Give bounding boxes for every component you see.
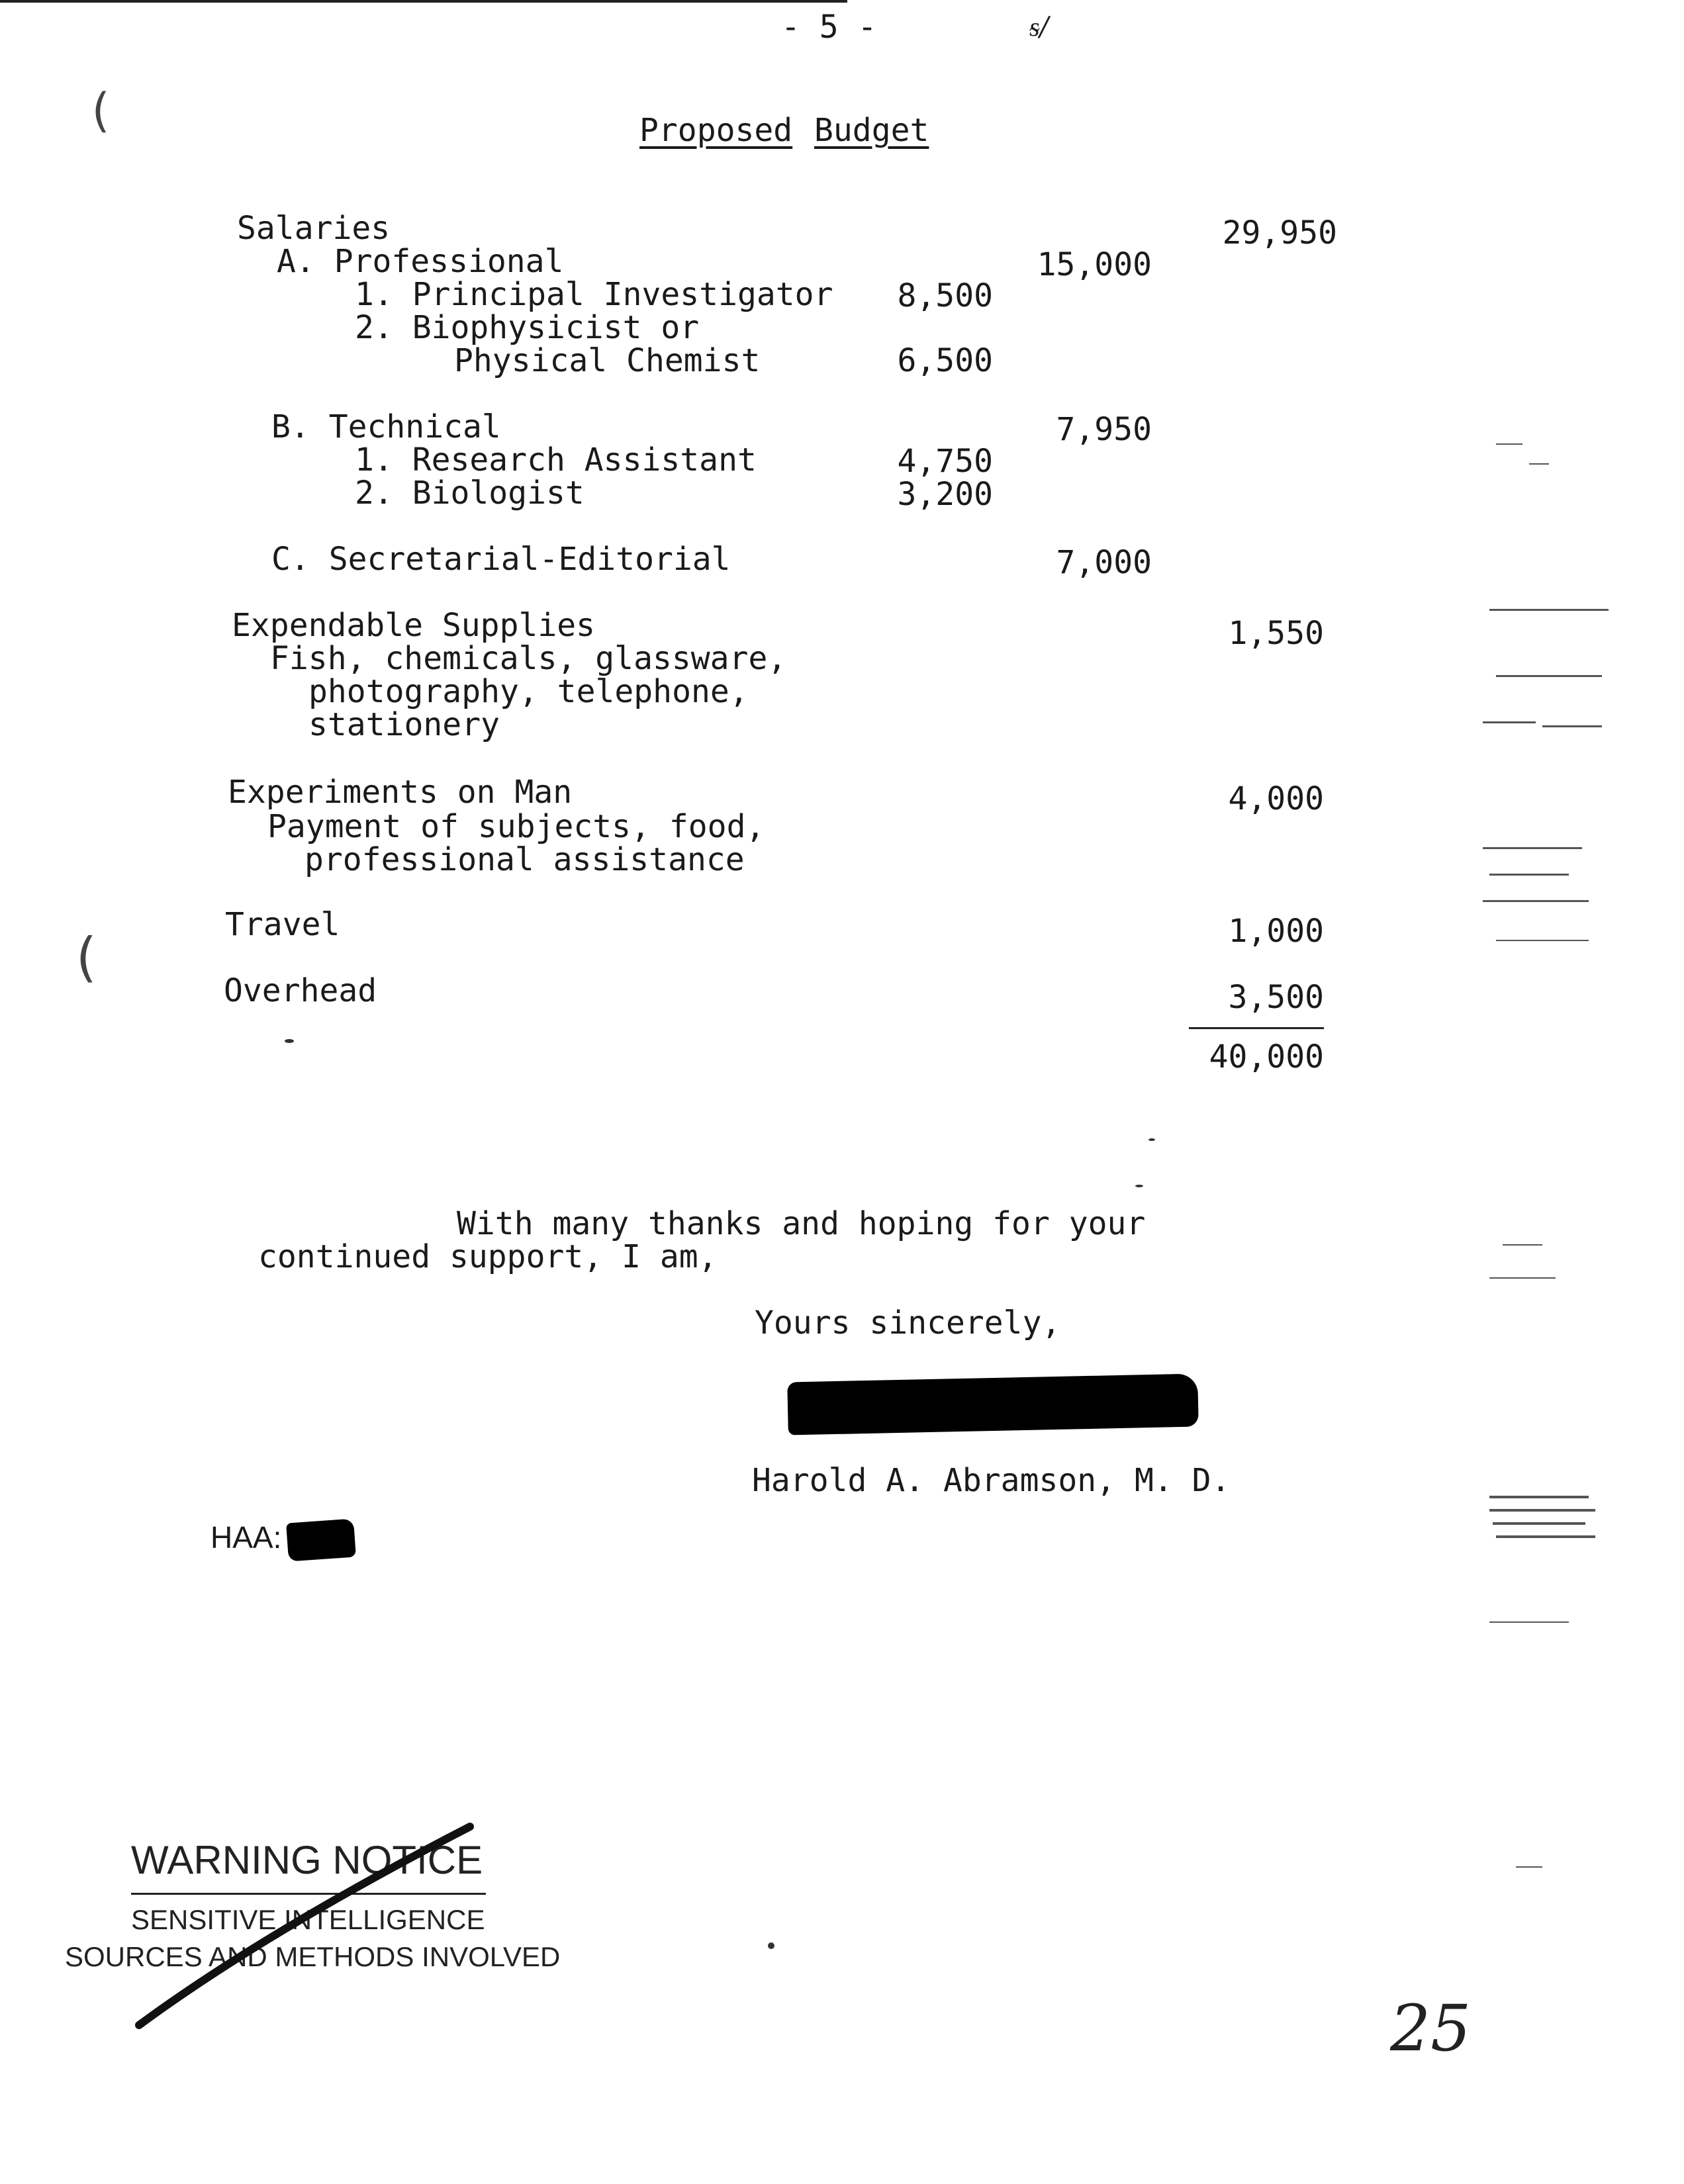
supplies-desc-line-2: photography, telephone, [308,673,749,710]
punch-hole-mark-middle: ( [70,927,102,988]
principal-investigator-value: 8,500 [897,277,993,314]
warning-line-2: SOURCES AND METHODS INVOLVED [65,1941,561,1972]
supplies-desc-line-1: Fish, chemicals, glassware, [270,640,787,677]
typist-initials: HAA: [210,1520,282,1555]
warning-title: WARNING NOTICE [131,1838,483,1882]
supplies-total: 1,550 [1228,615,1324,652]
warning-cross-out-stroke [132,1813,477,2038]
overhead-total: 3,500 [1228,979,1324,1016]
travel-label: Travel [225,906,340,943]
physical-chemist-label: Physical Chemist [454,342,761,379]
scan-speck [768,1942,774,1949]
salutation: Yours sincerely, [755,1304,1061,1342]
page-number: 25 [1390,1991,1472,2066]
professional-label: A. Professional [277,243,564,280]
top-scan-edge [0,0,847,3]
grand-total: 40,000 [1209,1038,1324,1075]
research-assistant-label: 1. Research Assistant [355,441,757,478]
punch-hole-mark-top: ( [86,83,115,138]
experiments-desc-line-1: Payment of subjects, food, [267,808,765,845]
page-title-word-1: Proposed [639,112,793,149]
signer-name: Harold A. Abramson, M. D. [752,1462,1231,1499]
research-assistant-value: 4,750 [897,443,993,480]
overhead-label: Overhead [224,972,377,1009]
professional-subtotal: 15,000 [1037,246,1152,283]
page-mark: - 5 - [781,9,877,46]
header-scribble: ᵴ/ [1029,12,1049,42]
scan-speck [1148,1138,1155,1141]
secretarial-subtotal: 7,000 [1056,544,1152,581]
scan-speck [285,1039,294,1043]
redacted-signature [787,1374,1199,1435]
principal-investigator-label: 1. Principal Investigator [355,276,833,313]
secretarial-label: C. Secretarial-Editorial [271,541,731,578]
supplies-desc-line-3: stationery [308,706,500,743]
experiments-label: Experiments on Man [228,774,573,811]
biologist-value: 3,200 [897,476,993,513]
biophysicist-label: 2. Biophysicist or [355,309,700,346]
technical-label: B. Technical [271,408,501,445]
scan-speck [1135,1185,1143,1187]
biologist-label: 2. Biologist [355,475,585,512]
supplies-label: Expendable Supplies [232,607,596,644]
total-rule [1189,1027,1324,1029]
travel-total: 1,000 [1228,913,1324,950]
experiments-desc-line-2: professional assistance [304,841,745,878]
experiments-total: 4,000 [1228,780,1324,817]
redacted-initials [286,1519,356,1562]
closing-line-1: With many thanks and hoping for your [457,1205,1146,1242]
page-title-word-2: Budget [814,112,929,149]
closing-line-2: continued support, I am, [258,1238,718,1275]
salaries-label: Salaries [237,210,391,247]
margin-scan-noise [1476,437,1609,2158]
biophysicist-value: 6,500 [897,342,993,379]
warning-line-1: SENSITIVE INTELLIGENCE [131,1904,485,1935]
salaries-total: 29,950 [1222,214,1337,251]
technical-subtotal: 7,950 [1056,411,1152,448]
